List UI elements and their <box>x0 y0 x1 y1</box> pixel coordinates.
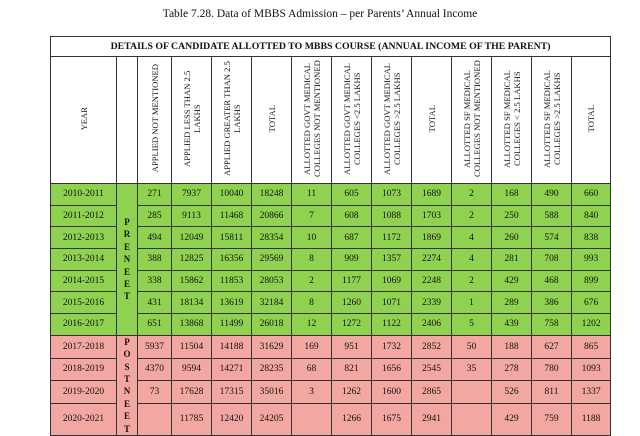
data-cell: 1188 <box>572 403 611 435</box>
post-neet-label-letter: T <box>123 374 130 385</box>
header-col-3-label: APPLIED GREATER THAN 2.5 LAKHS <box>221 61 242 176</box>
data-cell: 1689 <box>412 184 452 206</box>
data-cell: 759 <box>532 403 572 435</box>
pre-neet-label-letter: R <box>123 229 131 240</box>
data-cell: 3 <box>292 381 332 404</box>
pre-neet-label-letter: E <box>123 241 130 252</box>
data-cell: 494 <box>138 227 172 249</box>
data-cell: 28053 <box>252 270 292 292</box>
data-cell: 9594 <box>172 358 212 381</box>
data-cell: 29569 <box>252 249 292 271</box>
data-cell: 468 <box>532 270 572 292</box>
data-cell: 338 <box>138 270 172 292</box>
data-cell: 2 <box>452 270 492 292</box>
header-col-12 <box>572 57 611 184</box>
data-cell: 1071 <box>372 292 412 314</box>
data-cell: 2339 <box>412 292 452 314</box>
data-cell: 16356 <box>212 249 252 271</box>
data-cell: 13619 <box>212 292 252 314</box>
header-col-7 <box>372 57 412 184</box>
header-col-2-label: APPLIED LESS THAN 2.5 LAKHS <box>181 70 202 167</box>
header-col-10-label: ALLOTTED SF MEDICAL COLLEGES < 2.5 LAKHS <box>501 69 522 168</box>
data-cell: 73 <box>138 381 172 404</box>
data-cell: 588 <box>532 205 572 227</box>
data-cell: 32184 <box>252 292 292 314</box>
data-cell: 11853 <box>212 270 252 292</box>
data-cell: 490 <box>532 184 572 206</box>
data-cell: 8 <box>292 249 332 271</box>
data-cell: 1177 <box>332 270 372 292</box>
header-col-9-label: ALLOTTED SF MEDICAL COLLEGES NOT MENTIONED <box>461 60 482 177</box>
data-cell: 1656 <box>372 358 412 381</box>
data-cell: 17628 <box>172 381 212 404</box>
data-cell: 1732 <box>372 335 412 358</box>
table-title-row <box>51 37 611 57</box>
pre-neet-label <box>117 184 138 336</box>
header-col-3 <box>212 57 252 184</box>
data-cell: 18248 <box>252 184 292 206</box>
data-cell: 12825 <box>172 249 212 271</box>
data-cell: 1869 <box>412 227 452 249</box>
post-neet-label-letter: O <box>123 349 131 360</box>
year-cell: 2017-2018 <box>51 335 117 358</box>
header-col-1-label: APPLIED NOT MENTIONED <box>149 64 160 173</box>
header-period <box>117 57 138 184</box>
year-cell: 2020-2021 <box>51 403 117 435</box>
header-col-4-label: TOTAL <box>266 104 277 133</box>
table-caption: Table 7.28. Data of MBBS Admission – per Parents’ Annual Income <box>162 8 478 20</box>
data-cell: 1093 <box>572 358 611 381</box>
data-cell: 285 <box>138 205 172 227</box>
data-cell: 2545 <box>412 358 452 381</box>
data-cell: 68 <box>292 358 332 381</box>
data-cell: 1069 <box>372 270 412 292</box>
data-cell: 2406 <box>412 314 452 336</box>
data-cell: 31629 <box>252 335 292 358</box>
year-cell: 2012-2013 <box>51 227 117 249</box>
data-cell: 12420 <box>212 403 252 435</box>
header-col-9 <box>452 57 492 184</box>
pre-neet-label-letter: E <box>123 279 130 290</box>
header-col-11 <box>532 57 572 184</box>
data-cell: 26018 <box>252 314 292 336</box>
data-cell: 5937 <box>138 335 172 358</box>
header-year-label: YEAR <box>78 106 89 131</box>
data-cell: 1600 <box>372 381 412 404</box>
data-cell: 1337 <box>572 381 611 404</box>
data-cell: 188 <box>492 335 532 358</box>
header-col-6-label: ALLOTTED GOVT MEDICAL COLLEGES <2.5 LAKHS <box>341 62 362 175</box>
data-cell: 1675 <box>372 403 412 435</box>
data-cell <box>138 403 172 435</box>
data-cell: 526 <box>492 381 532 404</box>
data-cell: 676 <box>572 292 611 314</box>
data-cell: 429 <box>492 270 532 292</box>
data-cell: 708 <box>532 249 572 271</box>
year-cell: 2019-2020 <box>51 381 117 404</box>
data-cell: 250 <box>492 205 532 227</box>
data-cell: 35016 <box>252 381 292 404</box>
data-cell: 9113 <box>172 205 212 227</box>
mbbs-admission-table <box>50 36 611 436</box>
year-cell: 2014-2015 <box>51 270 117 292</box>
data-cell: 758 <box>532 314 572 336</box>
data-cell: 899 <box>572 270 611 292</box>
data-cell: 608 <box>332 205 372 227</box>
data-cell: 289 <box>492 292 532 314</box>
year-cell: 2010-2011 <box>51 184 117 206</box>
data-cell: 2865 <box>412 381 452 404</box>
data-cell: 2274 <box>412 249 452 271</box>
data-cell: 2248 <box>412 270 452 292</box>
header-col-4 <box>252 57 292 184</box>
pre-neet-label-letter: E <box>123 266 130 277</box>
header-col-10 <box>492 57 532 184</box>
data-cell: 1088 <box>372 205 412 227</box>
data-cell: 168 <box>492 184 532 206</box>
data-cell: 11504 <box>172 335 212 358</box>
data-cell: 840 <box>572 205 611 227</box>
data-cell: 278 <box>492 358 532 381</box>
data-cell: 14188 <box>212 335 252 358</box>
header-col-7-label: ALLOTTED GOVT MEDICAL COLLEGES >2.5 LAKHS <box>381 62 402 175</box>
data-cell: 1260 <box>332 292 372 314</box>
data-cell: 50 <box>452 335 492 358</box>
data-cell: 2941 <box>412 403 452 435</box>
data-cell: 1 <box>452 292 492 314</box>
header-col-5-label: ALLOTTED GOVT MEDICAL COLLEGES NOT MENTIONED <box>301 60 322 177</box>
data-cell: 1703 <box>412 205 452 227</box>
header-col-6 <box>332 57 372 184</box>
data-cell: 8 <box>292 292 332 314</box>
data-cell: 15862 <box>172 270 212 292</box>
data-cell: 1262 <box>332 381 372 404</box>
year-cell: 2011-2012 <box>51 205 117 227</box>
data-cell: 7 <box>292 205 332 227</box>
data-cell: 15811 <box>212 227 252 249</box>
post-neet-label-letter: E <box>123 411 130 422</box>
data-cell: 17315 <box>212 381 252 404</box>
pre-neet-label-letter: N <box>123 254 131 265</box>
post-neet-label-letter: S <box>124 361 130 372</box>
data-cell: 1266 <box>332 403 372 435</box>
post-neet-label-letter: T <box>123 423 130 434</box>
data-cell: 11499 <box>212 314 252 336</box>
data-cell: 909 <box>332 249 372 271</box>
header-col-12-label: TOTAL <box>586 104 597 133</box>
post-neet-label-letter: P <box>124 336 130 347</box>
data-cell: 10 <box>292 227 332 249</box>
data-cell: 12049 <box>172 227 212 249</box>
data-cell: 12 <box>292 314 332 336</box>
data-cell: 2852 <box>412 335 452 358</box>
data-cell: 11785 <box>172 403 212 435</box>
data-cell: 1202 <box>572 314 611 336</box>
data-cell: 627 <box>532 335 572 358</box>
data-cell: 11 <box>292 184 332 206</box>
table-row <box>51 335 611 358</box>
header-col-5 <box>292 57 332 184</box>
data-cell: 388 <box>138 249 172 271</box>
data-cell: 18134 <box>172 292 212 314</box>
data-cell: 780 <box>532 358 572 381</box>
data-cell: 4 <box>452 227 492 249</box>
data-cell: 10040 <box>212 184 252 206</box>
header-col-11-label: ALLOTTED SF MEDICAL COLLEGES >2.5 LAKHS <box>541 69 562 168</box>
pre-neet-label-letter: T <box>123 291 130 302</box>
pre-neet-label-letter: P <box>124 216 130 227</box>
data-cell: 1357 <box>372 249 412 271</box>
data-cell: 1073 <box>372 184 412 206</box>
data-cell: 5 <box>452 314 492 336</box>
data-cell: 2 <box>452 184 492 206</box>
data-cell: 20866 <box>252 205 292 227</box>
post-neet-label <box>117 335 138 435</box>
data-cell: 651 <box>138 314 172 336</box>
data-cell: 2 <box>292 270 332 292</box>
data-cell: 429 <box>492 403 532 435</box>
data-cell: 386 <box>532 292 572 314</box>
data-cell: 28354 <box>252 227 292 249</box>
data-cell: 281 <box>492 249 532 271</box>
post-neet-label-letter: N <box>123 386 131 397</box>
data-cell: 13868 <box>172 314 212 336</box>
data-cell: 838 <box>572 227 611 249</box>
data-cell: 169 <box>292 335 332 358</box>
column-header-row <box>51 57 611 184</box>
year-cell: 2018-2019 <box>51 358 117 381</box>
data-cell: 951 <box>332 335 372 358</box>
data-cell: 24205 <box>252 403 292 435</box>
data-cell: 1122 <box>372 314 412 336</box>
data-cell: 865 <box>572 335 611 358</box>
data-cell: 660 <box>572 184 611 206</box>
data-cell <box>452 403 492 435</box>
data-cell: 4 <box>452 249 492 271</box>
data-cell: 1272 <box>332 314 372 336</box>
table-title: DETAILS OF CANDIDATE ALLOTTED TO MBBS COURSE (ANNUAL INCOME OF THE PARENT) <box>51 37 611 57</box>
header-col-2 <box>172 57 212 184</box>
year-cell: 2013-2014 <box>51 249 117 271</box>
data-cell: 574 <box>532 227 572 249</box>
data-cell: 439 <box>492 314 532 336</box>
data-cell: 1172 <box>372 227 412 249</box>
data-cell: 14271 <box>212 358 252 381</box>
data-cell <box>452 381 492 404</box>
header-year <box>51 57 117 184</box>
data-cell: 4370 <box>138 358 172 381</box>
data-cell: 271 <box>138 184 172 206</box>
data-cell: 687 <box>332 227 372 249</box>
header-col-1 <box>138 57 172 184</box>
data-cell <box>292 403 332 435</box>
data-cell: 2 <box>452 205 492 227</box>
data-cell: 605 <box>332 184 372 206</box>
header-col-8 <box>412 57 452 184</box>
table-row <box>51 184 611 206</box>
data-cell: 993 <box>572 249 611 271</box>
data-cell: 260 <box>492 227 532 249</box>
year-cell: 2016-2017 <box>51 314 117 336</box>
data-cell: 35 <box>452 358 492 381</box>
data-cell: 28235 <box>252 358 292 381</box>
data-cell: 11468 <box>212 205 252 227</box>
year-cell: 2015-2016 <box>51 292 117 314</box>
data-cell: 7937 <box>172 184 212 206</box>
header-col-8-label: TOTAL <box>426 104 437 133</box>
data-cell: 431 <box>138 292 172 314</box>
data-cell: 821 <box>332 358 372 381</box>
post-neet-label-letter: E <box>123 398 130 409</box>
data-cell: 811 <box>532 381 572 404</box>
